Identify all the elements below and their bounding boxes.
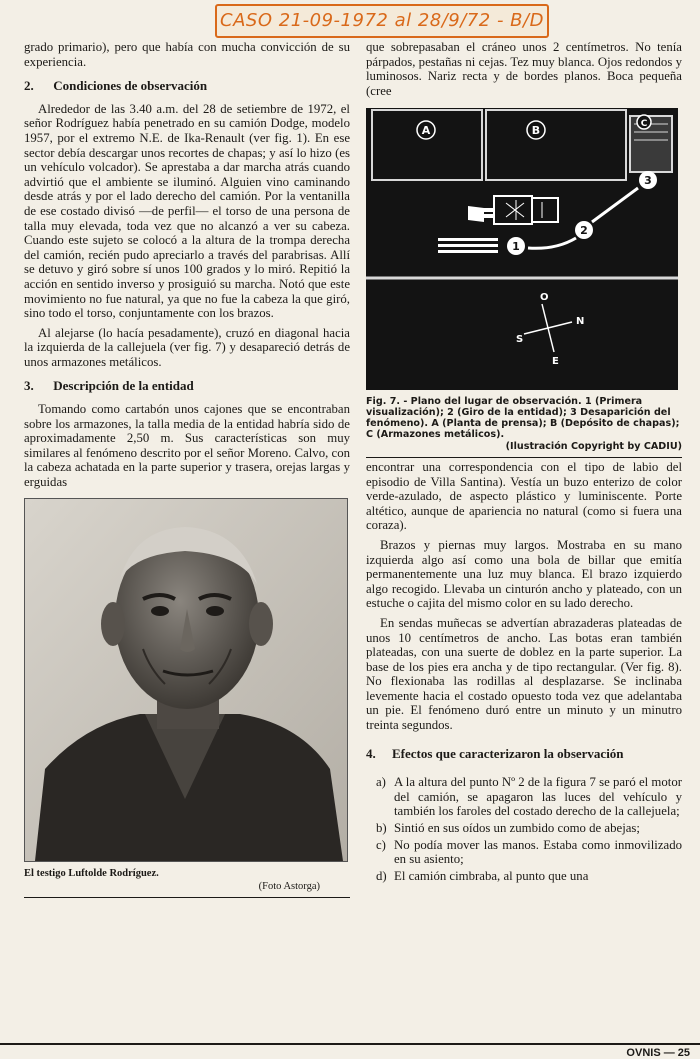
list-marker: a) [376,775,386,790]
label-b-text: B [531,124,541,138]
section-2-paragraph-1: Alrededor de las 3.40 a.m. del 28 de setiembre de 1972, el señor Rodríguez había penetrado en su camión Dodge, modelo 1957, por el extremo N.E. de Ika-Renault (ver fig. 1). En ese sector debía descargar unos recortes de chapas; y así lo hizo (es un vehículo volcador). Se aprestaba a dar marcha atrás cuando advirtió que el ambiente se iluminó. Alguien vino caminando desde atrás y por el lado derecho del camión. Por la ventanilla de ese costado divisó —de perfil— el torso de una persona de talla muy elevada, toda vez que no alcanzó a ver su cabeza. Cuando este sujeto se colocó a la altura de la trompa derecha del camión, recién pudo apreciarlo a través del parabrisas. Allí se detuvo y giró sobre sí unos 100 grados y lo miró. Repitió la acción en sentido inverso y prosiguió su marcha. Notó que este movimiento no fue natural, ya que no fue la cabeza la que giró, sino todo el torso, conjuntamente con los brazos. [24,101,350,321]
figure-caption: Fig. 7. - Plano del lugar de observación. 1 (Primera visualización); 2 (Giro de la entidad); 3 Desaparición del fenómeno). A (Planta de prensa); B (Depósito de chapas); C (Armazones metálicos). [366,396,680,441]
point-3-marker [639,171,657,189]
point-2-text: 2 [580,224,588,238]
point-3-text: 3 [644,174,652,188]
page-footer: OVNIS — 25 [626,1047,690,1059]
section-2-heading [24,79,350,94]
section-3-paragraph-1: Tomando como cartabón unos cajones que se encontraban sobre los armazones, la talla media de la entidad habría sido de aproximadamente 2,50 m. Sus características son muy similares al fenómeno descrito por el señor Moreno. Calvo, con la cabeza achatada en la parte superior y trasera, orejas largas y erguidas [24,402,350,490]
section-2-number: 2. [24,78,34,94]
section-3-title: Descripción de la entidad [53,378,194,394]
right-paragraph-4: En sendas muñecas se advertían abrazaderas plateadas de unos 10 centímetros de ancho. Las botas eran también plateadas, con una suerte de doblez en la parte superior. La base de los pies era ancha y de tipo rectangular. (Ver fig. 8). No flexionaba las rodillas al desplazarse. Se inclinaba levemente hacia el costado opuesto toda vez que adelantaba un pie. El fenómeno duró entre un minuto y un minutro treinta segundos. [366,615,682,733]
point-1-marker [507,237,525,255]
list-item [376,869,682,884]
compass-n: N [576,316,585,328]
list-marker: b) [376,821,387,836]
list-item [376,821,682,836]
right-paragraph-2: encontrar una correspondencia con el tipo de labio del episodio de Villa Santina). Vestía un buzo enterizo de color verde-azulado, de aspecto plástico y luminiscente. Porte altético, aunque de apariencia no natural (como si fuera una coraza). [366,459,682,533]
list-text: A la altura del punto Nº 2 de la figura 7 se paró el motor del camión, se apagaron las luces del vehículo y también los faroles del costado derecho de la callejuela; [394,775,682,819]
witness-photo [24,498,348,862]
list-text: El camión cimbraba, al punto que una [394,868,589,883]
section-4-heading [366,747,682,762]
left-column [24,40,350,898]
label-c-marker [637,115,651,129]
point-2-marker [575,221,593,239]
compass-s: S [516,334,524,346]
effects-list [366,775,682,883]
list-marker: c) [376,837,386,852]
label-c-text: C [640,119,648,130]
section-2-paragraph-2: Al alejarse (lo hacía pesadamente), cruzó en diagonal hacia la izquierda de la callejuela (ver fig. 7) y desapareció detrás de unos armazones metálicos. [24,325,350,369]
section-3-heading [24,379,350,394]
photo-caption: El testigo Luftolde Rodríguez. [24,867,159,879]
footer-rule [0,1043,700,1045]
right-paragraph-1: que sobrepasaban el cráneo unos 2 centímetros. No tenía párpados, pestañas ni cejas. Tez muy blanca. Ojos redondos y luminosos. Nariz recta y de bordes planos. Boca pequeña (cree [366,40,682,98]
list-text: Sintió en sus oídos un zumbido como de abejas; [394,821,640,836]
compass-e: E [552,356,559,368]
witness-portrait-image [25,499,347,861]
handwritten-case-annotation: CASO 21-09-1972 al 28/9/72 - B/D [215,4,549,38]
point-1-text: 1 [512,240,520,254]
section-4-number: 4. [366,745,376,761]
list-marker: d) [376,868,387,883]
list-text: No podía mover las manos. Estaba como inmovilizado en su asiento; [394,837,682,867]
photo-credit: (Foto Astorga) [24,880,350,899]
label-a-text: A [421,124,431,138]
compass-o: O [540,292,549,304]
list-item [376,775,682,819]
section-4-title: Efectos que caracterizaron la observación [392,745,624,761]
section-2-title: Condiciones de observación [53,78,208,94]
list-item [376,838,682,867]
figure-7-site-plan [366,108,678,390]
section-3-number: 3. [24,378,34,394]
right-column [366,40,682,885]
site-plan-diagram [366,108,678,390]
intro-paragraph: grado primario), pero que había con mucha convicción de su experiencia. [24,40,350,69]
right-paragraph-3: Brazos y piernas muy largos. Mostraba en su mano izquierda algo así como una bola de billar que emitía permanentemente una luz muy blanca. El brazo izquierdo algo recogido. Llevaba un cinturón ancho y plateado, con un estuche o cajita del mismo color en su lado derecho. [366,537,682,611]
figure-credit: (Ilustración Copyright by CADIU) [366,440,682,458]
